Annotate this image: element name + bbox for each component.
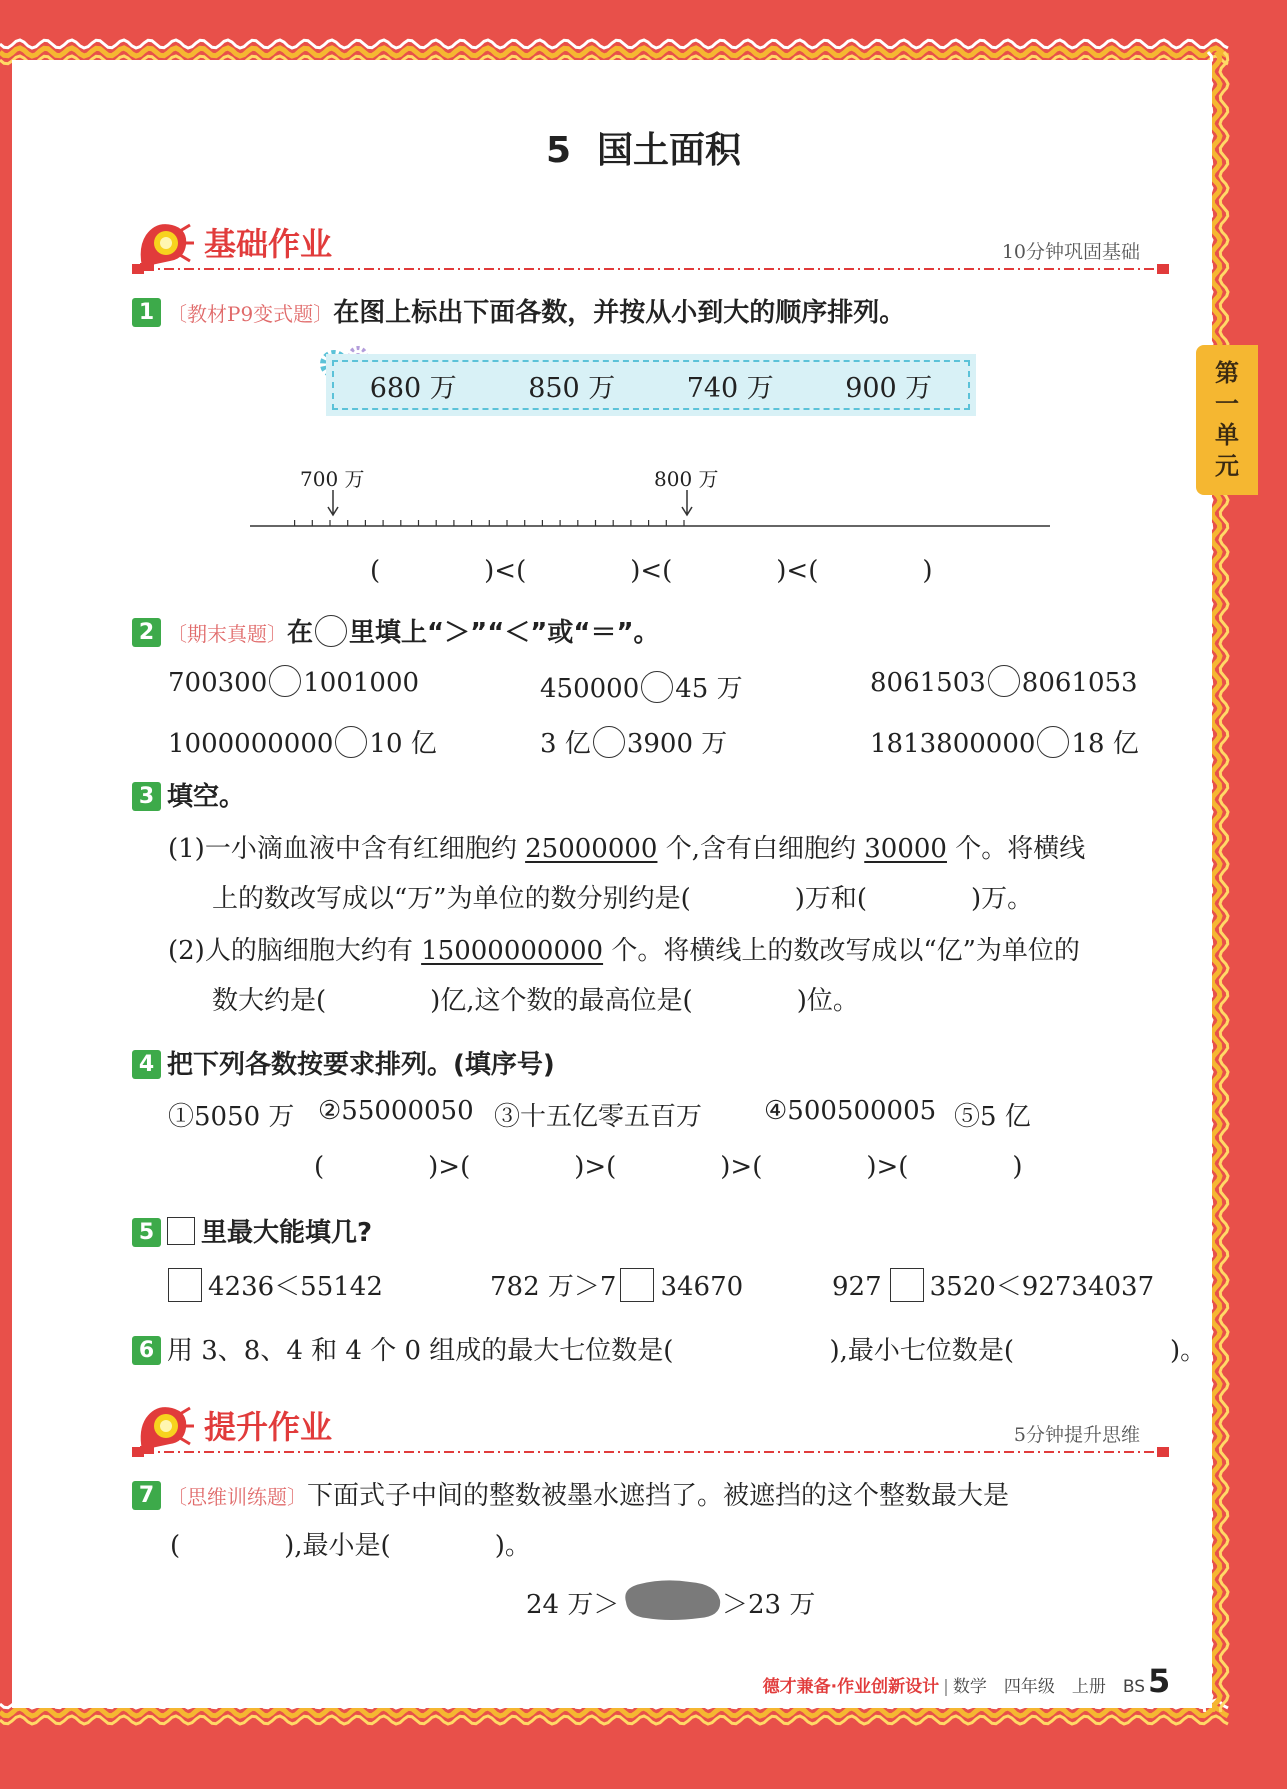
question-7 bbox=[132, 1475, 1009, 1512]
question-text: 在图上标出下面各数，并按从小到大的顺序排列。 bbox=[333, 298, 906, 328]
q5-item: 782 万＞7 34670 bbox=[490, 1266, 743, 1305]
frame-wave bbox=[1212, 52, 1220, 1712]
answer-circle[interactable] bbox=[988, 665, 1020, 697]
section-title: 提升作业 bbox=[204, 1408, 333, 1446]
q4-item: ②55000050 bbox=[318, 1096, 474, 1126]
section-rule bbox=[132, 1446, 1172, 1458]
q7-expr-left: 24 万＞ bbox=[526, 1590, 620, 1620]
question-number: 5 bbox=[132, 1218, 161, 1247]
compare-item: 3 亿 3900 万 bbox=[540, 723, 727, 761]
unit-tab-char: 第 bbox=[1215, 359, 1239, 387]
section-title: 基础作业 bbox=[204, 225, 333, 263]
compare-item: 1000000000 10 亿 bbox=[168, 723, 437, 761]
question-1 bbox=[132, 292, 905, 329]
answer-circle[interactable] bbox=[593, 726, 625, 758]
section-rule bbox=[132, 263, 1172, 275]
page-title bbox=[0, 122, 1287, 173]
question-text: 用 3、8、4 和 4 个 0 组成的最大七位数是( ),最小七位数是( )。 bbox=[167, 1336, 1207, 1366]
number-item: 900 万 bbox=[845, 372, 933, 404]
q3-part2-line2: 数大约是( )亿,这个数的最高位是( )位。 bbox=[212, 986, 859, 1016]
question-tag: 〔期末真题〕 bbox=[167, 622, 287, 646]
section-note: 5分钟提升思维 bbox=[1013, 1424, 1140, 1446]
q4-answer-line: ( )>( )>( )>( )>( ) bbox=[314, 1152, 1023, 1182]
question-3 bbox=[132, 776, 245, 813]
compare-item: 1813800000 18 亿 bbox=[870, 723, 1139, 761]
footer: 德才兼备·作业创新设计 | 数学 四年级 上册 BS bbox=[762, 1677, 1145, 1697]
question-tag: 〔思维训练题〕 bbox=[167, 1485, 307, 1509]
question-number: 6 bbox=[132, 1336, 161, 1365]
footer-info: 数学 四年级 上册 BS bbox=[952, 1677, 1145, 1697]
footer-brand: 德才兼备·作业创新设计 bbox=[762, 1677, 940, 1697]
page-number: 5 bbox=[1148, 1662, 1171, 1700]
question-text: 下面式子中间的整数被墨水遮挡了。被遮挡的这个整数最大是 bbox=[307, 1481, 1010, 1511]
answer-circle[interactable] bbox=[1037, 726, 1069, 758]
unit-tab-char: 一 bbox=[1215, 390, 1239, 418]
answer-circle[interactable] bbox=[269, 665, 301, 697]
q4-item: ⑤5 亿 bbox=[954, 1102, 1031, 1132]
question-text: 把下列各数按要求排列。(填序号) bbox=[167, 1050, 555, 1080]
q3-part1-line1: (1)一小滴血液中含有红细胞约 25000000 个,含有白细胞约 30000 个。将横线 bbox=[168, 834, 1086, 864]
question-5 bbox=[132, 1212, 372, 1249]
q5-item: 927 3520＜92734037 bbox=[832, 1266, 1154, 1305]
question-4 bbox=[132, 1044, 555, 1081]
lesson-number: 5 bbox=[545, 130, 572, 171]
frame-wave bbox=[0, 1708, 1228, 1716]
compare-item: 450000 45 万 bbox=[540, 668, 743, 706]
q4-item: ③十五亿零五百万 bbox=[494, 1102, 703, 1132]
ink-blot-icon bbox=[620, 1578, 724, 1622]
unit-tab-char: 元 bbox=[1215, 452, 1239, 480]
question-number: 1 bbox=[132, 298, 161, 327]
q7-answer-line: ( ),最小是( )。 bbox=[170, 1531, 531, 1561]
section-header-basic bbox=[132, 215, 1172, 275]
arrow-down-icon bbox=[328, 490, 338, 515]
frame-wave bbox=[0, 48, 1228, 56]
section-note: 10分钟巩固基础 bbox=[1001, 241, 1140, 263]
question-tag: 〔教材P9变式题〕 bbox=[167, 302, 334, 326]
order-answer-line: ( )<( )<( )<( ) bbox=[370, 556, 933, 586]
q3-part2-line1: (2)人的脑细胞大约有 15000000000 个。将横线上的数改写成以“亿”为单位的 bbox=[168, 936, 1080, 966]
question-text: 在 bbox=[287, 618, 314, 648]
question-number: 7 bbox=[132, 1481, 161, 1510]
question-6 bbox=[132, 1330, 1206, 1367]
unit-tab-char: 单 bbox=[1215, 421, 1239, 449]
answer-circle[interactable] bbox=[335, 726, 367, 758]
question-text: 里填上“＞”“＜”或“＝”。 bbox=[349, 618, 660, 648]
q7-expr-right: ＞23 万 bbox=[722, 1590, 816, 1620]
question-text: 填空。 bbox=[167, 782, 246, 812]
answer-square[interactable] bbox=[890, 1268, 924, 1302]
q3-part1-line2: 上的数改写成以“万”为单位的数分别约是( )万和( )万。 bbox=[212, 884, 1034, 914]
q4-item: ④500500005 bbox=[764, 1096, 937, 1126]
question-2 bbox=[132, 612, 660, 650]
lesson-title: 国土面积 bbox=[597, 130, 742, 171]
question-number: 3 bbox=[132, 782, 161, 811]
question-number: 4 bbox=[132, 1050, 161, 1079]
q5-item: 4236＜55142 bbox=[168, 1266, 383, 1305]
square-icon bbox=[167, 1217, 195, 1245]
numbers-box bbox=[326, 354, 976, 416]
answer-circle[interactable] bbox=[641, 671, 673, 703]
compare-item: 700300 1001000 bbox=[168, 668, 419, 700]
q4-item: ①5050 万 bbox=[168, 1102, 295, 1132]
arrow-down-icon bbox=[682, 490, 692, 515]
answer-square[interactable] bbox=[168, 1268, 202, 1302]
label-800: 800 万 bbox=[654, 467, 719, 491]
label-700: 700 万 bbox=[300, 467, 365, 491]
question-text: 里最大能填几? bbox=[201, 1218, 373, 1248]
compare-item: 8061503 8061053 bbox=[870, 668, 1138, 700]
number-item: 680 万 bbox=[369, 372, 457, 404]
question-number: 2 bbox=[132, 618, 161, 647]
answer-square[interactable] bbox=[620, 1268, 654, 1302]
circle-icon bbox=[315, 615, 347, 647]
unit-tab bbox=[1196, 345, 1258, 495]
number-line bbox=[240, 488, 1060, 532]
number-item: 850 万 bbox=[528, 372, 616, 404]
section-header-advanced bbox=[132, 1398, 1172, 1458]
number-item: 740 万 bbox=[686, 372, 774, 404]
